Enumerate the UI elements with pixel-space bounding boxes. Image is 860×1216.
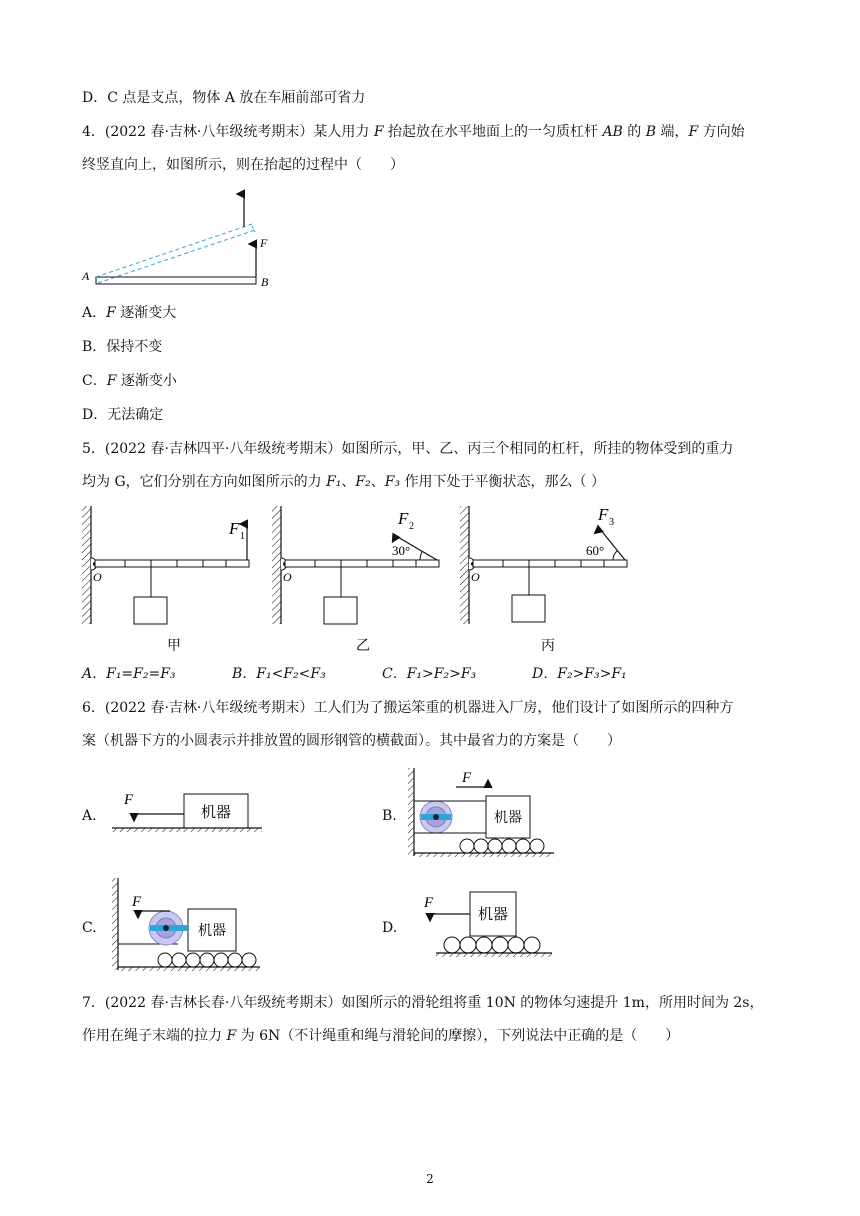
- fig5-caption-bing: 丙: [541, 639, 555, 654]
- fig4-label-f: F: [260, 236, 268, 250]
- q3-option-d: D．C 点是支点，物体 A 放在车厢前部可省力: [82, 90, 366, 106]
- machine-label-a: 机器: [200, 805, 232, 821]
- fig5-angle-30: 30°: [392, 543, 411, 558]
- q6-figure-d: [412, 888, 562, 968]
- q4-option-c: C．F 逐渐变小: [82, 373, 177, 389]
- q4-lever-figure: [80, 188, 280, 292]
- page-number: 2: [426, 1172, 434, 1186]
- fig5-o-label-3: O: [471, 570, 480, 584]
- lever-bing: [460, 505, 627, 654]
- q6-label-b: B.: [382, 808, 397, 824]
- q6-label-a: A.: [82, 808, 97, 824]
- q4-option-a: A．F 逐渐变大: [82, 305, 177, 321]
- q7-stem-line1: 7．(2022 春·吉林长春·八年级统考期末）如图所示的滑轮组将重 10N 的物体匀速提升 1m，所用时间为 2s，: [82, 995, 764, 1011]
- fig4-label-a: A: [82, 269, 90, 283]
- f-label-d: F: [424, 895, 434, 911]
- fig5-o-label-1: O: [93, 570, 102, 584]
- fig5-caption-yi: 乙: [356, 639, 370, 654]
- q4-stem-line2: 终竖直向上，如图所示，则在抬起的过程中（ ）: [82, 157, 404, 173]
- f-label-b: F: [462, 770, 472, 786]
- q4-option-b: B．保持不变: [82, 339, 163, 355]
- fig4-label-b: B: [261, 275, 269, 289]
- q5-option-c: C．F₁>F₂>F₃: [382, 666, 477, 682]
- q7-stem-line2: 作用在绳子末端的拉力 F 为 6N（不计绳重和绳与滑轮间的摩擦），下列说法中正确的是（ ）: [82, 1028, 680, 1044]
- lever-jia: [82, 506, 249, 654]
- f-label-a: F: [124, 792, 134, 808]
- q6-stem-line2: 案（机器下方的小圆表示并排放置的圆形钢管的横截面）。其中最省力的方案是（ ）: [82, 733, 621, 749]
- q6-figure-a: [108, 780, 268, 832]
- q4-stem-line1: 4．(2022 春·吉林·八年级统考期末）某人用力 F 抬起放在水平地面上的一匀质杠杆 AB 的 B 端，F 方向始: [82, 124, 745, 140]
- fig5-f2-sub: 2: [409, 521, 414, 532]
- q6-label-c: C.: [82, 920, 97, 936]
- machine-label-c: 机器: [198, 924, 226, 939]
- f-label-c: F: [132, 894, 142, 910]
- q5-option-d: D．F₂>F₃>F₁: [532, 666, 627, 682]
- fig5-f1-label: F: [229, 519, 240, 538]
- q6-stem-line1: 6．(2022 春·吉林·八年级统考期末）工人们为了搬运笨重的机器进入厂房，他们设计了如图所示的四种方: [82, 700, 734, 716]
- machine-label-d: 机器: [477, 907, 509, 923]
- fig5-f1-sub: 1: [240, 531, 245, 542]
- fig5-o-label-2: O: [283, 570, 292, 584]
- fig5-f2-label: F: [398, 509, 409, 528]
- q5-option-a: A．F₁=F₂=F₃: [82, 666, 176, 682]
- q5-three-levers-figure: [76, 502, 636, 658]
- machine-label-b: 机器: [494, 811, 522, 826]
- fig5-angle-60: 60°: [586, 543, 605, 558]
- fig5-f3-sub: 3: [609, 517, 614, 528]
- q5-stem-line2: 均为 G，它们分别在方向如图所示的力 F₁、F₂、F₃ 作用下处于平衡状态，那么（ ）: [82, 474, 605, 490]
- q6-figure-b: [404, 766, 564, 862]
- fig5-f3-label: F: [598, 505, 609, 524]
- q6-label-d: D.: [382, 920, 398, 936]
- q5-stem-line1: 5．(2022 春·吉林四平·八年级统考期末）如图所示，甲、乙、丙三个相同的杠杆，所挂的物体受到的重力: [82, 441, 734, 457]
- q6-figure-c: [110, 876, 270, 976]
- q5-option-b: B．F₁<F₂<F₃: [232, 666, 326, 682]
- q4-option-d: D．无法确定: [82, 407, 164, 423]
- fig5-caption-jia: 甲: [167, 639, 181, 654]
- lever-yi: [272, 506, 439, 654]
